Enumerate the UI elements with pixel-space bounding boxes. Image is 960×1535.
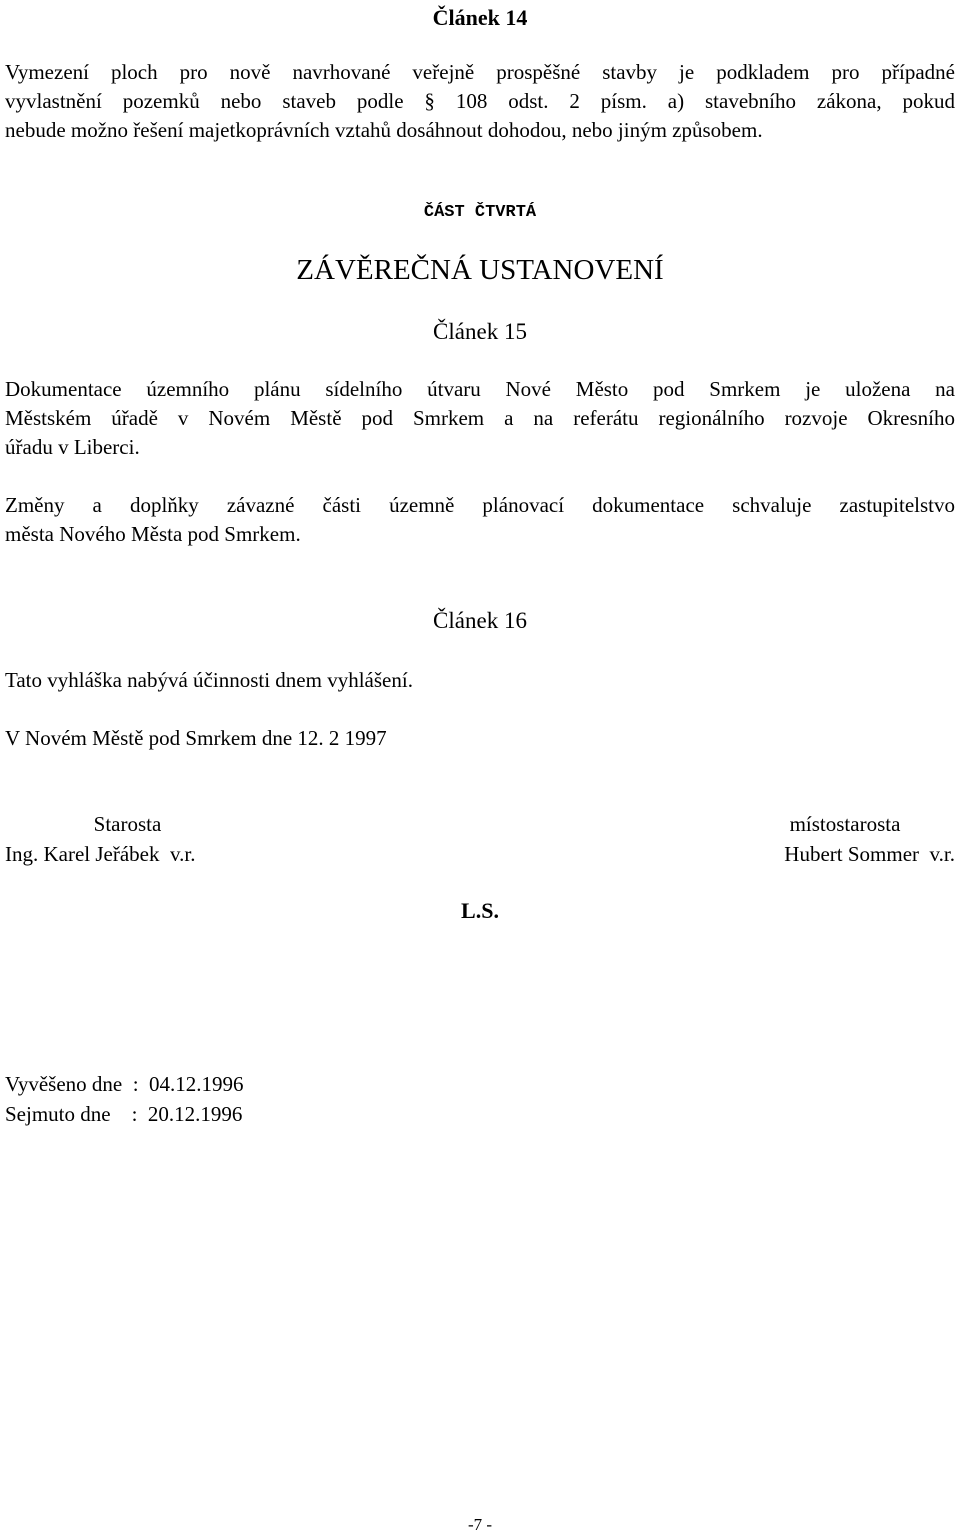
article-14-paragraph <box>5 58 955 145</box>
signature-right <box>735 809 955 869</box>
place-and-date: V Novém Městě pod Smrkem dne 12. 2 1997 <box>5 726 387 750</box>
article-14-heading: Článek 14 <box>432 5 528 30</box>
signature-left-role: Starosta <box>93 812 162 836</box>
paragraph-line: Vymezení ploch pro nově navrhované veřejně prospěšné stavby je podkladem pro případné <box>5 60 955 84</box>
paragraph-line: Městském úřadě v Novém Městě pod Smrkem a na referátu regionálního rozvoje Okresního <box>5 406 955 430</box>
part-title: ZÁVĚREČNÁ USTANOVENÍ <box>296 254 664 286</box>
part-label: ČÁST ČTVRTÁ <box>423 203 537 222</box>
signature-left-name: Ing. Karel Jeřábek v.r. <box>5 842 196 866</box>
effective-statement: Tato vyhláška nabývá účinnosti dnem vyhlášení. <box>5 668 413 692</box>
article-15-paragraph-1 <box>5 375 955 462</box>
signature-left <box>5 809 250 869</box>
paragraph-line: Změny a doplňky závazné části územně plánovací dokumentace schvaluje zastupitelstvo <box>5 493 955 517</box>
article-15-heading: Článek 15 <box>433 319 527 344</box>
paragraph-line: úřadu v Liberci. <box>5 435 140 459</box>
seal-mark: L.S. <box>461 898 499 923</box>
paragraph-line: nebude možno řešení majetkoprávních vztahů dosáhnout dohodou, nebo jiným způsobem. <box>5 118 763 142</box>
paragraph-line: vyvlastnění pozemků nebo staveb podle § 108 odst. 2 písm. a) stavebního zákona, pokud <box>5 89 955 113</box>
signature-right-name: Hubert Sommer v.r. <box>784 842 955 866</box>
article-15-paragraph-2 <box>5 491 955 549</box>
page-number: -7 - <box>467 1515 493 1534</box>
removed-date: Sejmuto dne : 20.12.1996 <box>5 1102 243 1126</box>
paragraph-line: Dokumentace územního plánu sídelního útvaru Nové Město pod Smrkem je uložena na <box>5 377 955 401</box>
article-16-heading: Článek 16 <box>433 608 527 633</box>
posting-dates <box>5 1069 244 1129</box>
signature-right-role: místostarosta <box>789 812 901 836</box>
paragraph-line: města Nového Města pod Smrkem. <box>5 522 301 546</box>
posted-date: Vyvěšeno dne : 04.12.1996 <box>5 1072 244 1096</box>
